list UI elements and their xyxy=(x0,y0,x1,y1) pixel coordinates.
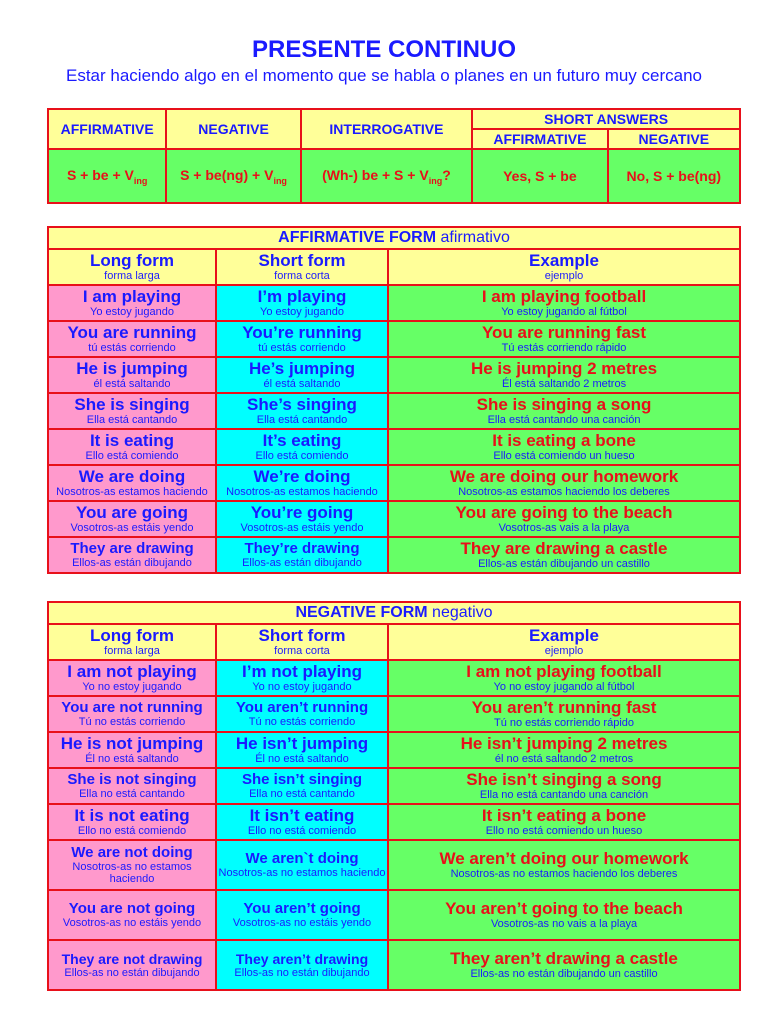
affirmative-short-text: It’s eating xyxy=(262,431,342,450)
summary-short-answer-no: No, S + be(ng) xyxy=(608,149,740,203)
affirmative-row xyxy=(48,393,740,429)
negative-row xyxy=(48,840,740,890)
affirmative-example-translation: Ella está cantando una canción xyxy=(487,414,641,426)
affirmative-long-text: She is singing xyxy=(74,395,190,414)
negative-long-cell xyxy=(48,732,216,768)
negative-long-cell xyxy=(48,768,216,804)
affirmative-example-cell xyxy=(388,393,740,429)
affirmative-header-example: Example ejemplo xyxy=(388,249,740,285)
negative-short-translation: Nosotros-as no estamos haciendo xyxy=(218,867,386,879)
negative-header-example: Example ejemplo xyxy=(388,624,740,660)
affirmative-short-cell xyxy=(216,357,388,393)
negative-row xyxy=(48,696,740,732)
affirmative-example-text: We are doing our homework xyxy=(449,467,679,486)
summary-header-negative: NEGATIVE xyxy=(166,109,300,149)
negative-example-translation: Ello no está comiendo un hueso xyxy=(485,825,643,837)
negative-example-cell xyxy=(388,840,740,890)
affirmative-long-cell xyxy=(48,501,216,537)
affirmative-example-text: They are drawing a castle xyxy=(460,539,668,558)
negative-long-cell xyxy=(48,840,216,890)
negative-example-translation: Vosotros-as no vais a la playa xyxy=(490,918,638,930)
negative-example-translation: Ellos-as no están dibujando un castillo xyxy=(470,968,658,980)
negative-long-translation: Nosotros-as no estamos haciendo xyxy=(72,861,192,885)
affirmative-long-cell xyxy=(48,465,216,501)
affirmative-long-text: I am playing xyxy=(82,287,182,306)
summary-affirmative-formula: S + be + $V_{ing}$ xyxy=(48,149,166,203)
negative-example-text: I am not playing football xyxy=(466,662,662,681)
summary-header-sa-affirmative: AFFIRMATIVE xyxy=(472,129,607,149)
affirmative-short-text: You’re running xyxy=(242,323,362,342)
page-subtitle: Estar haciendo algo en el momento que se habla o planes en un futuro muy cercano xyxy=(65,66,703,85)
affirmative-short-cell xyxy=(216,429,388,465)
affirmative-short-translation: Ellos-as están dibujando xyxy=(242,557,362,569)
negative-long-text: You are not running xyxy=(61,699,203,716)
affirmative-example-cell xyxy=(388,357,740,393)
negative-row xyxy=(48,768,740,804)
negative-long-text: It is not eating xyxy=(74,806,190,825)
affirmative-example-cell xyxy=(388,429,740,465)
affirmative-example-translation: Yo estoy jugando al fútbol xyxy=(501,306,627,318)
negative-example-cell xyxy=(388,890,740,940)
affirmative-short-cell xyxy=(216,393,388,429)
affirmative-long-cell xyxy=(48,537,216,573)
affirmative-short-text: We’re doing xyxy=(253,467,351,486)
negative-short-cell xyxy=(216,804,388,840)
affirmative-form-title: AFFIRMATIVE FORM afirmativo xyxy=(48,227,740,249)
negative-short-translation: Tú no estás corriendo xyxy=(248,716,356,728)
negative-row xyxy=(48,940,740,990)
negative-long-text: She is not singing xyxy=(67,771,197,788)
affirmative-long-cell xyxy=(48,393,216,429)
affirmative-row xyxy=(48,285,740,321)
negative-short-text: She isn’t singing xyxy=(241,771,362,788)
affirmative-example-translation: Tú estás corriendo rápido xyxy=(501,342,627,354)
summary-header-interrogative: INTERROGATIVE xyxy=(301,109,472,149)
negative-long-translation: Yo no estoy jugando xyxy=(82,681,182,693)
negative-example-cell xyxy=(388,804,740,840)
negative-long-translation: Vosotros-as no estáis yendo xyxy=(62,917,202,929)
affirmative-row xyxy=(48,501,740,537)
negative-header-short: Short form forma corta xyxy=(216,624,388,660)
negative-short-text: You aren’t running xyxy=(235,699,369,716)
negative-row xyxy=(48,660,740,696)
negative-long-cell xyxy=(48,890,216,940)
affirmative-row xyxy=(48,537,740,573)
negative-long-translation: Ello no está comiendo xyxy=(77,825,187,837)
summary-negative-formula: $S + be(ng) + V_{ing}$ xyxy=(166,149,300,203)
affirmative-short-text: You’re going xyxy=(250,503,354,522)
affirmative-example-translation: Vosotros-as vais a la playa xyxy=(498,522,630,534)
negative-example-cell xyxy=(388,696,740,732)
negative-example-cell xyxy=(388,940,740,990)
summary-table xyxy=(47,108,741,204)
affirmative-long-translation: Vosotros-as estáis yendo xyxy=(70,522,194,534)
negative-example-text: You aren’t running fast xyxy=(471,698,657,717)
negative-example-text: They aren’t drawing a castle xyxy=(450,949,678,968)
affirmative-short-cell xyxy=(216,501,388,537)
affirmative-short-cell xyxy=(216,537,388,573)
affirmative-short-text: I’m playing xyxy=(257,287,347,306)
affirmative-short-cell xyxy=(216,321,388,357)
negative-short-translation: Él no está saltando xyxy=(255,753,349,765)
negative-form-title: NEGATIVE FORM negativo xyxy=(48,602,740,624)
negative-long-cell xyxy=(48,660,216,696)
negative-example-translation: él no está saltando 2 metros xyxy=(494,753,634,765)
negative-example-text: We aren’t doing our homework xyxy=(439,849,689,868)
affirmative-example-text: You are going to the beach xyxy=(455,503,673,522)
affirmative-long-text: You are going xyxy=(75,503,189,522)
affirmative-long-translation: Ella está cantando xyxy=(86,414,178,426)
negative-short-cell xyxy=(216,940,388,990)
summary-interrogative-formula: (Wh-) be + $S + V_{ing}$? xyxy=(301,149,472,203)
negative-short-translation: Ellos-as no están dibujando xyxy=(234,966,370,979)
affirmative-short-text: She’s singing xyxy=(247,395,357,414)
affirmative-example-translation: Ellos-as están dibujando un castillo xyxy=(478,558,650,570)
affirmative-example-translation: Nosotros-as estamos haciendo los deberes xyxy=(458,486,670,498)
affirmative-long-translation: Ellos-as están dibujando xyxy=(72,557,192,569)
negative-short-text: He isn’t jumping xyxy=(235,734,369,753)
summary-header-short-answers: SHORT ANSWERS xyxy=(472,109,740,129)
affirmative-long-cell xyxy=(48,357,216,393)
summary-short-answer-yes: Yes, S + be xyxy=(472,149,607,203)
negative-long-translation: Él no está saltando xyxy=(85,753,179,765)
negative-long-translation: Ellos-as no están dibujando xyxy=(64,966,200,979)
negative-short-cell xyxy=(216,890,388,940)
negative-row xyxy=(48,890,740,940)
negative-example-translation: Tú no estás corriendo rápido xyxy=(493,717,635,729)
affirmative-long-translation: él está saltando xyxy=(93,378,171,390)
negative-example-translation: Nosotros-as no estamos haciendo los deberes xyxy=(450,868,678,880)
negative-short-translation: Ella no está cantando xyxy=(249,788,355,800)
negative-short-cell xyxy=(216,732,388,768)
affirmative-header-short: Short form forma corta xyxy=(216,249,388,285)
summary-header-affirmative: AFFIRMATIVE xyxy=(48,109,166,149)
affirmative-long-translation: Ello está comiendo xyxy=(85,450,179,462)
negative-short-text: They aren’t drawing xyxy=(235,950,369,967)
affirmative-row xyxy=(48,465,740,501)
affirmative-example-text: You are running fast xyxy=(481,323,647,342)
affirmative-long-cell xyxy=(48,321,216,357)
affirmative-long-cell xyxy=(48,285,216,321)
negative-example-text: She isn’t singing a song xyxy=(466,770,662,789)
affirmative-example-translation: Ello está comiendo un hueso xyxy=(493,450,635,462)
affirmative-long-text: He is jumping xyxy=(76,359,188,378)
affirmative-long-translation: tú estás corriendo xyxy=(88,342,176,354)
affirmative-short-translation: tú estás corriendo xyxy=(258,342,346,354)
negative-long-text: He is not jumping xyxy=(60,734,204,753)
negative-short-translation: Yo no estoy jugando xyxy=(252,681,352,693)
affirmative-long-text: We are doing xyxy=(78,467,186,486)
negative-long-translation: Ella no está cantando xyxy=(79,788,185,800)
affirmative-row xyxy=(48,357,740,393)
affirmative-example-cell xyxy=(388,321,740,357)
affirmative-example-cell xyxy=(388,537,740,573)
negative-long-cell xyxy=(48,940,216,990)
affirmative-example-translation: Él está saltando 2 metros xyxy=(501,378,627,390)
negative-example-cell xyxy=(388,660,740,696)
affirmative-short-translation: Nosotros-as estamos haciendo xyxy=(226,486,378,498)
negative-short-cell xyxy=(216,660,388,696)
affirmative-short-translation: Yo estoy jugando xyxy=(260,306,344,318)
negative-short-translation: Ello no está comiendo xyxy=(247,825,357,837)
affirmative-example-text: It is eating a bone xyxy=(492,431,636,450)
negative-long-cell xyxy=(48,804,216,840)
affirmative-row xyxy=(48,429,740,465)
negative-long-cell xyxy=(48,696,216,732)
negative-long-text: They are not drawing xyxy=(61,950,203,967)
page-title: PRESENTE CONTINUO xyxy=(251,36,517,63)
affirmative-short-text: They’re drawing xyxy=(244,540,360,557)
negative-form-table xyxy=(47,601,741,991)
negative-long-text: I am not playing xyxy=(67,662,197,681)
affirmative-example-text: I am playing football xyxy=(481,287,647,306)
negative-row xyxy=(48,804,740,840)
affirmative-short-translation: Ello está comiendo xyxy=(255,450,349,462)
affirmative-short-text: He’s jumping xyxy=(248,359,356,378)
negative-example-text: It isn’t eating a bone xyxy=(481,806,647,825)
negative-example-text: You aren’t going to the beach xyxy=(445,899,683,918)
affirmative-short-translation: Vosotros-as estáis yendo xyxy=(240,522,364,534)
summary-header-sa-negative: NEGATIVE xyxy=(608,129,740,149)
negative-short-cell xyxy=(216,768,388,804)
affirmative-example-cell xyxy=(388,285,740,321)
affirmative-short-cell xyxy=(216,285,388,321)
negative-short-text: It isn’t eating xyxy=(249,806,355,825)
negative-example-cell xyxy=(388,768,740,804)
negative-short-cell xyxy=(216,840,388,890)
affirmative-long-translation: Yo estoy jugando xyxy=(90,306,174,318)
negative-header-long: Long form forma larga xyxy=(48,624,216,660)
affirmative-long-cell xyxy=(48,429,216,465)
affirmative-short-cell xyxy=(216,465,388,501)
affirmative-long-translation: Nosotros-as estamos haciendo xyxy=(56,486,208,498)
affirmative-example-text: She is singing a song xyxy=(476,395,652,414)
negative-example-cell xyxy=(388,732,740,768)
negative-short-translation: Vosotros-as no estáis yendo xyxy=(232,917,372,929)
affirmative-short-translation: Ella está cantando xyxy=(256,414,348,426)
negative-example-translation: Yo no estoy jugando al fútbol xyxy=(493,681,635,693)
negative-short-text: I’m not playing xyxy=(242,662,362,681)
affirmative-header-long: Long form forma larga xyxy=(48,249,216,285)
affirmative-long-text: You are running xyxy=(67,323,197,342)
negative-example-translation: Ella no está cantando una canción xyxy=(479,789,649,801)
affirmative-example-cell xyxy=(388,501,740,537)
affirmative-short-translation: él está saltando xyxy=(263,378,341,390)
negative-short-cell xyxy=(216,696,388,732)
affirmative-row xyxy=(48,321,740,357)
affirmative-example-text: He is jumping 2 metres xyxy=(470,359,658,378)
affirmative-form-table xyxy=(47,226,741,574)
affirmative-example-cell xyxy=(388,465,740,501)
negative-short-text: You aren’t going xyxy=(243,900,361,917)
affirmative-long-text: It is eating xyxy=(89,431,175,450)
negative-long-text: We are not doing xyxy=(71,844,193,861)
negative-example-text: He isn’t jumping 2 metres xyxy=(460,734,668,753)
negative-long-translation: Tú no estás corriendo xyxy=(78,716,186,728)
negative-row xyxy=(48,732,740,768)
negative-long-text: You are not going xyxy=(68,900,196,917)
negative-short-text: We aren`t doing xyxy=(245,850,359,867)
affirmative-long-text: They are drawing xyxy=(70,540,194,557)
